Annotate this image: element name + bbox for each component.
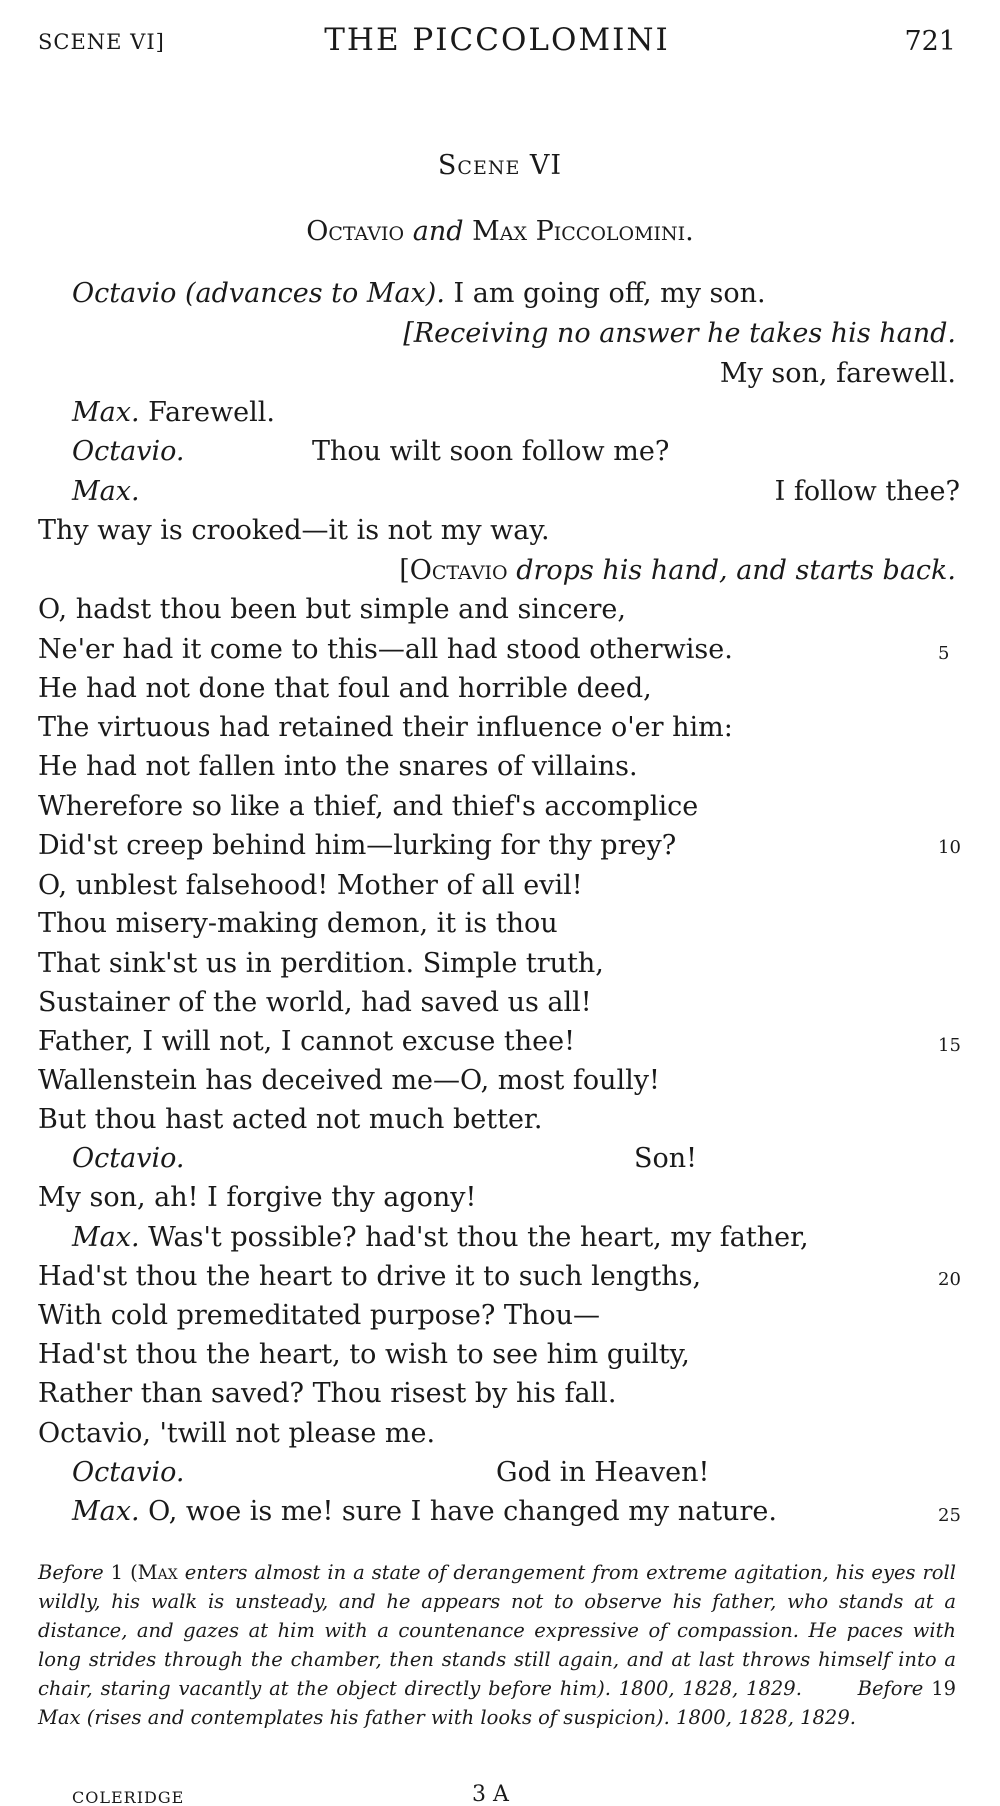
verse-line: O, hadst thou been but simple and sincere, (38, 594, 626, 625)
verse-line: Had'st thou the heart to drive it to such lengths, (38, 1261, 702, 1292)
verse-line: Father, I will not, I cannot excuse thee! (38, 1026, 575, 1057)
running-head-left: SCENE VI] (38, 30, 165, 54)
verse-line (72, 1496, 777, 1528)
verse-line: Thou misery-making demon, it is thou (38, 908, 558, 939)
note-line-ref: 1 (110, 1561, 124, 1584)
running-head (38, 22, 956, 62)
verse-line: The virtuous had retained their influence o'er him: (38, 712, 733, 743)
note-years: 1800, 1828, 1829. (676, 1706, 856, 1729)
verse-line: My son, ah! I forgive thy agony! (38, 1182, 477, 1213)
line-text: Farewell. (148, 397, 275, 428)
speaker-name: Max. (72, 1222, 140, 1253)
page-footer (0, 1782, 1000, 1806)
signature-mark: COLERIDGE (72, 1788, 185, 1806)
verse-line: But thou hast acted not much better. (38, 1104, 543, 1135)
note-speaker: Max (38, 1706, 81, 1729)
verse-line: Wallenstein has deceived me—O, most foully! (38, 1065, 660, 1096)
verse-line (72, 397, 275, 429)
note-text: enters almost in a state of derangement from extreme agitation, his eyes roll wildly, his walk is unsteady, and he appears not to observe his father, who stands at a distance, and gazes at him with a countenance expressive of compassion. He paces with long strides through the chamber, then stands still again, and at last throws himself into a chair, staring vacantly at the object directly before him). (38, 1561, 957, 1700)
verse-line: God in Heaven! (496, 1457, 710, 1488)
note-years: 1800, 1828, 1829. (618, 1677, 802, 1700)
verse-line: He had not fallen into the snares of villains. (38, 751, 638, 782)
verse-line: O, unblest falsehood! Mother of all evil! (38, 870, 583, 901)
stage-direction (399, 555, 956, 587)
persons-conjunction: and (412, 216, 464, 247)
verse-line: Son! (634, 1143, 697, 1174)
direction-text: drops his hand, and starts back. (516, 555, 956, 586)
line-number: 5 (938, 643, 950, 664)
line-number: 20 (938, 1269, 961, 1290)
verse-line: Octavio, 'twill not please me. (38, 1418, 436, 1449)
verse-line: Thy way is crooked—it is not my way. (38, 515, 550, 546)
note-speaker: Max (137, 1561, 178, 1584)
verse-line: Wherefore so like a thief, and thief's accomplice (38, 791, 699, 822)
speaker-name: Octavio. (72, 436, 185, 467)
speaker-name: Octavio. (72, 1143, 185, 1174)
verse-line: Thou wilt soon follow me? (312, 436, 670, 467)
verse-line: He had not done that foul and horrible deed, (38, 673, 652, 704)
note-text: (rises and contemplates his father with looks of suspicion). (86, 1706, 670, 1729)
speaker-name: Octavio (409, 555, 508, 586)
note-label: Before (38, 1561, 104, 1584)
line-text: Was't possible? had'st thou the heart, my father, (148, 1222, 809, 1253)
scene-title: Scene VI (437, 150, 563, 181)
stage-direction: [Receiving no answer he takes his hand. (403, 318, 956, 349)
verse-line: Rather than saved? Thou risest by his fall. (38, 1378, 617, 1409)
note-paren: ( (130, 1561, 138, 1584)
running-head-title: THE PICCOLOMINI (324, 22, 670, 58)
bracket: [ (399, 555, 410, 586)
line-number: 15 (938, 1035, 961, 1056)
verse-line: That sink'st us in perdition. Simple truth, (38, 948, 604, 979)
verse-line: I follow thee? (774, 476, 960, 507)
sheet-mark: 3 A (472, 1782, 509, 1806)
verse-line: Ne'er had it come to this—all had stood otherwise. (38, 634, 733, 665)
textual-notes (38, 1558, 956, 1732)
speaker-name: Max. (72, 476, 140, 507)
scene-persons (0, 216, 1000, 247)
verse-line: With cold premeditated purpose? Thou— (38, 1300, 600, 1331)
line-number: 25 (938, 1505, 961, 1526)
person-max: Max Piccolomini. (472, 216, 694, 247)
verse-line: Sustainer of the world, had saved us all! (38, 987, 592, 1018)
verse-line: My son, farewell. (719, 358, 956, 389)
speaker-name: Max. (72, 397, 140, 428)
speaker-name: Octavio. (72, 1457, 185, 1488)
verse-line (72, 1222, 809, 1254)
stage-direction: (advances to Max). (184, 278, 445, 309)
verse-line: Had'st thou the heart, to wish to see him guilty, (38, 1339, 690, 1370)
note-line-ref: 19 (931, 1677, 957, 1700)
line-text: O, woe is me! sure I have changed my nature. (148, 1496, 777, 1527)
note-label: Before (857, 1677, 924, 1700)
verse-line (72, 278, 766, 310)
person-octavio: Octavio (306, 216, 405, 247)
verse-line: Did'st creep behind him—lurking for thy prey? (38, 830, 677, 861)
speaker-name: Octavio (72, 278, 177, 309)
line-number: 10 (938, 837, 961, 858)
page-number: 721 (904, 26, 956, 57)
speaker-name: Max. (72, 1496, 140, 1527)
line-text: I am going off, my son. (453, 278, 766, 309)
